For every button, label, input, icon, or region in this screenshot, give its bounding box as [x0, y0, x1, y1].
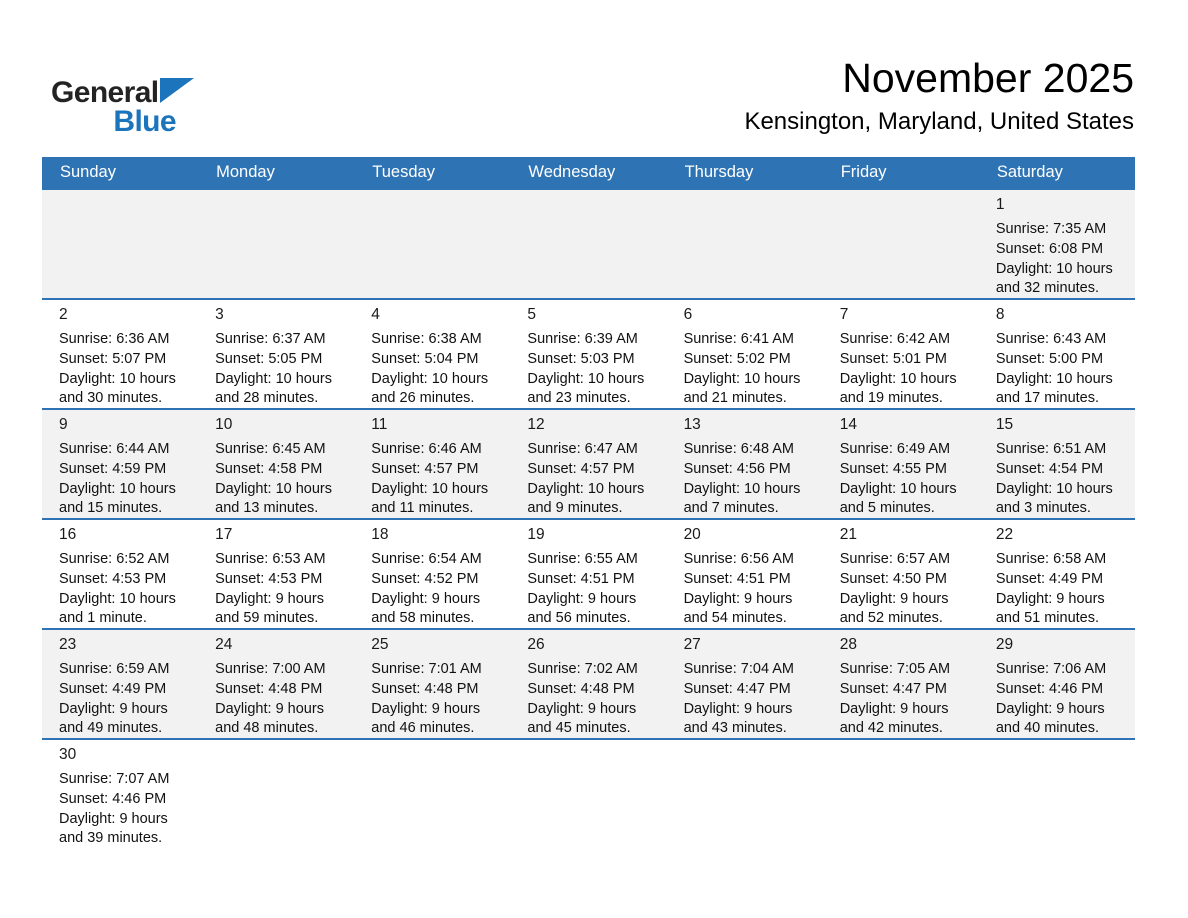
day-cell-5	[510, 300, 666, 408]
weekday-header-saturday: Saturday	[996, 163, 1063, 181]
daylight-text-line2: and 32 minutes.	[995, 280, 1100, 297]
sunrise-text: Sunrise: 7:35 AM	[995, 221, 1107, 237]
daylight-text-line2: and 52 minutes.	[839, 610, 943, 627]
day-cell-26	[510, 630, 666, 738]
daylight-text-line2: and 56 minutes.	[527, 610, 631, 627]
daylight-text-line1: Daylight: 9 hours	[215, 700, 324, 717]
sunset-text: Sunset: 5:02 PM	[683, 350, 791, 367]
day-cell-6	[667, 300, 823, 408]
empty-cell	[510, 740, 666, 848]
daylight-text-line1: Daylight: 10 hours	[215, 480, 333, 497]
day-cell-29	[979, 630, 1135, 738]
weekday-header-wednesday: Wednesday	[528, 163, 616, 181]
day-number: 1	[995, 196, 1005, 213]
sunrise-text: Sunrise: 6:36 AM	[59, 331, 170, 347]
daylight-text-line2: and 51 minutes.	[995, 610, 1100, 627]
daylight-text-line1: Daylight: 9 hours	[59, 810, 168, 827]
sunset-text: Sunset: 4:57 PM	[371, 460, 479, 477]
sunset-text: Sunset: 4:47 PM	[839, 680, 947, 697]
sunrise-text: Sunrise: 7:06 AM	[995, 661, 1107, 677]
daylight-text-line2: and 21 minutes.	[683, 390, 787, 407]
day-number: 21	[839, 526, 857, 543]
week-row-4	[42, 518, 1135, 628]
sunrise-text: Sunrise: 6:48 AM	[683, 441, 794, 457]
day-number: 14	[839, 416, 857, 433]
sunset-text: Sunset: 4:56 PM	[683, 460, 791, 477]
sunrise-text: Sunrise: 7:05 AM	[839, 661, 951, 677]
weekday-header-monday: Monday	[216, 163, 275, 181]
daylight-text-line2: and 48 minutes.	[215, 720, 319, 737]
daylight-text-line2: and 1 minute.	[59, 610, 147, 627]
sunrise-text: Sunrise: 6:59 AM	[59, 661, 170, 677]
sunrise-text: Sunrise: 6:44 AM	[59, 441, 170, 457]
sunrise-text: Sunrise: 6:56 AM	[683, 551, 794, 567]
day-number: 25	[371, 636, 389, 653]
empty-cell	[354, 740, 510, 848]
sunset-text: Sunset: 4:46 PM	[995, 680, 1104, 697]
day-cell-11	[354, 410, 510, 518]
sunrise-text: Sunrise: 6:46 AM	[371, 441, 482, 457]
daylight-text-line2: and 26 minutes.	[371, 390, 475, 407]
daylight-text-line2: and 11 minutes.	[371, 500, 474, 517]
daylight-text-line1: Daylight: 10 hours	[839, 480, 957, 497]
sunset-text: Sunset: 4:58 PM	[215, 460, 323, 477]
daylight-text-line1: Daylight: 9 hours	[215, 590, 324, 607]
day-cell-3	[198, 300, 354, 408]
sunset-text: Sunset: 6:08 PM	[995, 240, 1104, 257]
daylight-text-line1: Daylight: 10 hours	[215, 370, 333, 387]
sunset-text: Sunset: 4:51 PM	[527, 570, 635, 587]
day-number: 17	[215, 526, 233, 543]
day-cell-4	[354, 300, 510, 408]
logo-text-general: General	[51, 76, 159, 109]
day-cell-18	[354, 520, 510, 628]
daylight-text-line2: and 9 minutes.	[527, 500, 623, 517]
daylight-text-line1: Daylight: 10 hours	[527, 370, 645, 387]
sunrise-text: Sunrise: 6:47 AM	[527, 441, 638, 457]
day-number: 20	[683, 526, 701, 543]
daylight-text-line2: and 19 minutes.	[839, 390, 943, 407]
month-title: November 2025	[842, 55, 1134, 101]
daylight-text-line2: and 39 minutes.	[59, 830, 163, 847]
day-number: 2	[59, 306, 68, 323]
general-blue-logo	[51, 78, 193, 137]
day-cell-14	[823, 410, 979, 518]
day-cell-23	[42, 630, 198, 738]
sunset-text: Sunset: 5:05 PM	[215, 350, 323, 367]
sunrise-text: Sunrise: 6:42 AM	[839, 331, 951, 347]
daylight-text-line2: and 49 minutes.	[59, 720, 163, 737]
day-number: 12	[527, 416, 545, 433]
weekday-header-row	[42, 157, 1135, 188]
weeks-container	[42, 188, 1135, 848]
sunrise-text: Sunrise: 6:41 AM	[683, 331, 794, 347]
day-cell-1	[979, 190, 1135, 298]
daylight-text-line1: Daylight: 10 hours	[995, 260, 1113, 277]
daylight-text-line1: Daylight: 9 hours	[371, 590, 481, 607]
sunset-text: Sunset: 5:01 PM	[839, 350, 947, 367]
day-number: 3	[215, 306, 224, 323]
sunset-text: Sunset: 5:04 PM	[371, 350, 479, 367]
daylight-text-line1: Daylight: 9 hours	[371, 700, 481, 717]
sunrise-text: Sunrise: 6:37 AM	[215, 331, 326, 347]
sunrise-text: Sunrise: 7:01 AM	[371, 661, 482, 677]
daylight-text-line2: and 7 minutes.	[683, 500, 779, 517]
sunset-text: Sunset: 4:49 PM	[995, 570, 1104, 587]
empty-cell	[42, 190, 198, 298]
sunset-text: Sunset: 4:53 PM	[59, 570, 167, 587]
daylight-text-line1: Daylight: 10 hours	[995, 370, 1113, 387]
daylight-text-line2: and 23 minutes.	[527, 390, 631, 407]
sunrise-text: Sunrise: 6:49 AM	[839, 441, 951, 457]
day-number: 18	[371, 526, 389, 543]
day-number: 10	[215, 416, 233, 433]
day-cell-9	[42, 410, 198, 518]
day-cell-15	[979, 410, 1135, 518]
sunrise-text: Sunrise: 6:51 AM	[995, 441, 1107, 457]
day-number: 22	[995, 526, 1014, 543]
sunrise-text: Sunrise: 6:38 AM	[371, 331, 482, 347]
daylight-text-line2: and 30 minutes.	[59, 390, 163, 407]
daylight-text-line2: and 43 minutes.	[683, 720, 787, 737]
sunset-text: Sunset: 5:03 PM	[527, 350, 635, 367]
daylight-text-line2: and 45 minutes.	[527, 720, 631, 737]
day-cell-22	[979, 520, 1135, 628]
day-cell-2	[42, 300, 198, 408]
day-number: 5	[527, 306, 537, 323]
day-number: 28	[839, 636, 857, 653]
sunrise-text: Sunrise: 6:45 AM	[215, 441, 326, 457]
empty-cell	[667, 740, 823, 848]
day-number: 7	[839, 306, 849, 323]
day-number: 11	[371, 416, 388, 433]
day-number: 16	[59, 526, 77, 543]
week-row-2	[42, 298, 1135, 408]
daylight-text-line1: Daylight: 10 hours	[59, 480, 176, 497]
daylight-text-line2: and 46 minutes.	[371, 720, 475, 737]
day-number: 13	[683, 416, 701, 433]
daylight-text-line2: and 5 minutes.	[839, 500, 935, 517]
day-cell-12	[510, 410, 666, 518]
sunrise-text: Sunrise: 6:55 AM	[527, 551, 638, 567]
daylight-text-line1: Daylight: 10 hours	[59, 370, 176, 387]
sunrise-text: Sunrise: 6:54 AM	[371, 551, 482, 567]
sunrise-text: Sunrise: 7:07 AM	[59, 771, 170, 787]
sunrise-text: Sunrise: 7:02 AM	[527, 661, 638, 677]
daylight-text-line2: and 3 minutes.	[995, 500, 1091, 517]
day-cell-20	[667, 520, 823, 628]
header-titles	[744, 56, 1134, 136]
day-cell-19	[510, 520, 666, 628]
sunset-text: Sunset: 4:54 PM	[995, 460, 1104, 477]
logo-text-blue: Blue	[113, 105, 176, 138]
daylight-text-line1: Daylight: 9 hours	[527, 590, 637, 607]
sunrise-text: Sunrise: 7:04 AM	[683, 661, 794, 677]
weekday-header-sunday: Sunday	[60, 163, 116, 181]
daylight-text-line1: Daylight: 9 hours	[683, 590, 793, 607]
day-cell-7	[823, 300, 979, 408]
daylight-text-line1: Daylight: 9 hours	[683, 700, 793, 717]
day-number: 26	[527, 636, 545, 653]
sunrise-text: Sunrise: 6:57 AM	[839, 551, 951, 567]
day-cell-24	[198, 630, 354, 738]
weekday-header-friday: Friday	[840, 163, 887, 181]
sunset-text: Sunset: 4:48 PM	[215, 680, 323, 697]
sunset-text: Sunset: 4:50 PM	[839, 570, 947, 587]
daylight-text-line2: and 13 minutes.	[215, 500, 319, 517]
day-cell-13	[667, 410, 823, 518]
daylight-text-line2: and 28 minutes.	[215, 390, 319, 407]
sunset-text: Sunset: 4:59 PM	[59, 460, 167, 477]
daylight-text-line1: Daylight: 10 hours	[371, 480, 489, 497]
daylight-text-line2: and 17 minutes.	[995, 390, 1100, 407]
day-cell-25	[354, 630, 510, 738]
empty-cell	[510, 190, 666, 298]
sunrise-text: Sunrise: 6:53 AM	[215, 551, 326, 567]
week-row-6	[42, 738, 1135, 848]
empty-cell	[823, 740, 979, 848]
weekday-header-thursday: Thursday	[684, 163, 754, 181]
empty-cell	[979, 740, 1135, 848]
day-cell-17	[198, 520, 354, 628]
daylight-text-line2: and 40 minutes.	[995, 720, 1100, 737]
daylight-text-line1: Daylight: 9 hours	[839, 700, 949, 717]
location-subtitle: Kensington, Maryland, United States	[744, 108, 1134, 136]
sunset-text: Sunset: 4:49 PM	[59, 680, 167, 697]
daylight-text-line1: Daylight: 9 hours	[527, 700, 637, 717]
day-number: 4	[371, 306, 380, 323]
day-number: 8	[995, 306, 1005, 323]
sunrise-text: Sunrise: 6:58 AM	[995, 551, 1107, 567]
day-number: 19	[527, 526, 545, 543]
day-number: 23	[59, 636, 77, 653]
daylight-text-line1: Daylight: 9 hours	[995, 700, 1105, 717]
empty-cell	[198, 740, 354, 848]
day-cell-10	[198, 410, 354, 518]
daylight-text-line1: Daylight: 9 hours	[995, 590, 1105, 607]
daylight-text-line1: Daylight: 10 hours	[683, 480, 801, 497]
logo-line-general	[51, 78, 193, 108]
sunset-text: Sunset: 4:51 PM	[683, 570, 791, 587]
day-number: 24	[215, 636, 233, 653]
daylight-text-line1: Daylight: 10 hours	[59, 590, 176, 607]
day-number: 30	[59, 746, 77, 763]
sunset-text: Sunset: 4:57 PM	[527, 460, 635, 477]
daylight-text-line2: and 59 minutes.	[215, 610, 319, 627]
day-cell-21	[823, 520, 979, 628]
sunset-text: Sunset: 4:46 PM	[59, 790, 167, 807]
empty-cell	[823, 190, 979, 298]
empty-cell	[198, 190, 354, 298]
day-cell-28	[823, 630, 979, 738]
sunset-text: Sunset: 4:55 PM	[839, 460, 947, 477]
sunset-text: Sunset: 5:07 PM	[59, 350, 167, 367]
daylight-text-line1: Daylight: 9 hours	[839, 590, 949, 607]
sunrise-text: Sunrise: 7:00 AM	[215, 661, 326, 677]
sunset-text: Sunset: 5:00 PM	[995, 350, 1104, 367]
day-cell-16	[42, 520, 198, 628]
day-cell-8	[979, 300, 1135, 408]
sunset-text: Sunset: 4:52 PM	[371, 570, 479, 587]
daylight-text-line1: Daylight: 10 hours	[527, 480, 645, 497]
calendar-table	[42, 157, 1135, 848]
day-cell-27	[667, 630, 823, 738]
daylight-text-line1: Daylight: 9 hours	[59, 700, 168, 717]
weekday-header-tuesday: Tuesday	[372, 163, 435, 181]
daylight-text-line2: and 42 minutes.	[839, 720, 943, 737]
sunset-text: Sunset: 4:48 PM	[371, 680, 479, 697]
logo-triangle-icon	[160, 78, 194, 103]
daylight-text-line1: Daylight: 10 hours	[995, 480, 1113, 497]
day-cell-30	[42, 740, 198, 848]
day-number: 29	[995, 636, 1014, 653]
daylight-text-line1: Daylight: 10 hours	[371, 370, 489, 387]
daylight-text-line1: Daylight: 10 hours	[839, 370, 957, 387]
sunset-text: Sunset: 4:47 PM	[683, 680, 791, 697]
daylight-text-line2: and 15 minutes.	[59, 500, 163, 517]
day-number: 6	[683, 306, 693, 323]
week-row-1	[42, 188, 1135, 298]
daylight-text-line2: and 54 minutes.	[683, 610, 787, 627]
week-row-5	[42, 628, 1135, 738]
day-number: 15	[995, 416, 1014, 433]
daylight-text-line2: and 58 minutes.	[371, 610, 475, 627]
sunset-text: Sunset: 4:48 PM	[527, 680, 635, 697]
day-number: 9	[59, 416, 68, 433]
week-row-3	[42, 408, 1135, 518]
sunset-text: Sunset: 4:53 PM	[215, 570, 323, 587]
empty-cell	[354, 190, 510, 298]
sunrise-text: Sunrise: 6:39 AM	[527, 331, 638, 347]
daylight-text-line1: Daylight: 10 hours	[683, 370, 801, 387]
day-number: 27	[683, 636, 701, 653]
sunrise-text: Sunrise: 6:43 AM	[995, 331, 1107, 347]
sunrise-text: Sunrise: 6:52 AM	[59, 551, 170, 567]
empty-cell	[667, 190, 823, 298]
